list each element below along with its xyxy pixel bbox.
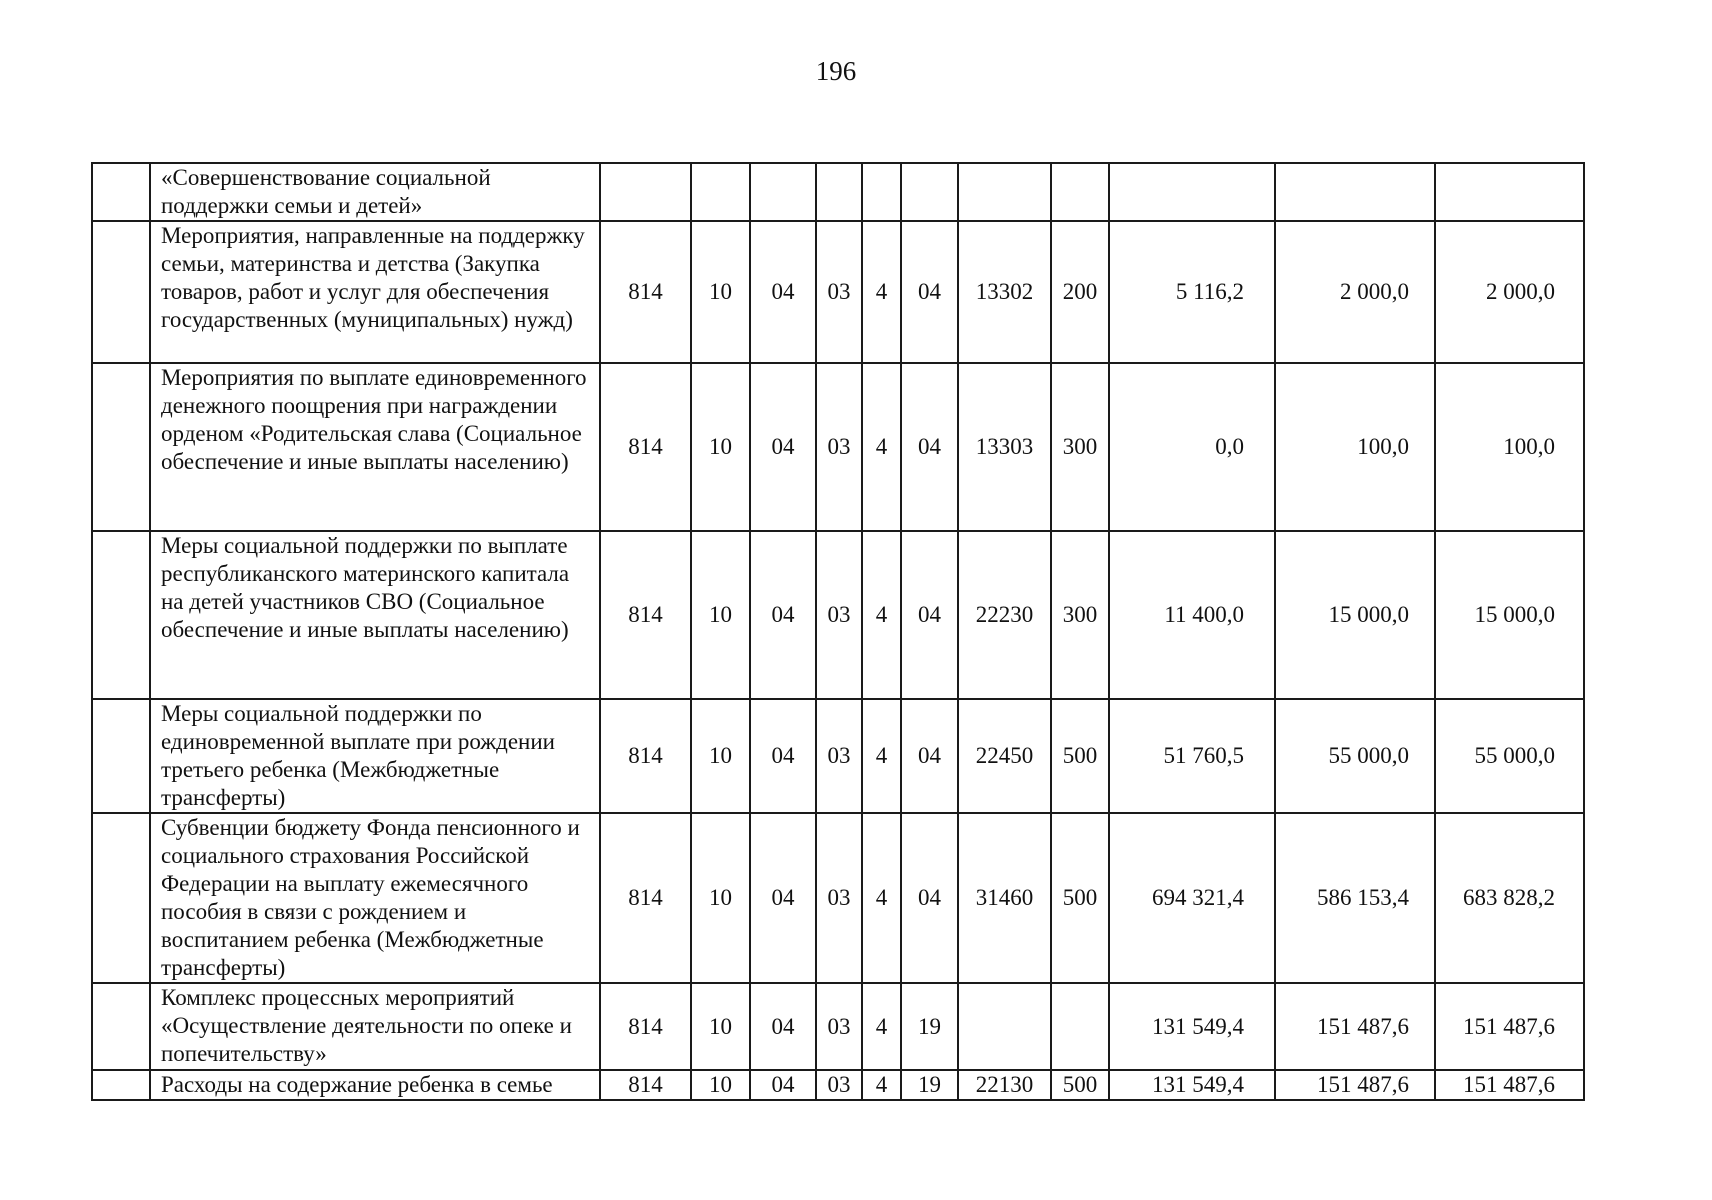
cell-c5: 4	[862, 221, 901, 363]
row-name: Мероприятия, направленные на поддержку семьи, материнства и детства (Закупка товаров, работ и услуг для обеспечения государственных (муниципальных) нужд)	[150, 221, 600, 363]
cell-c3: 04	[750, 531, 816, 699]
cell-c5	[862, 163, 901, 221]
cell-c3: 04	[750, 813, 816, 983]
blank-cell	[92, 699, 150, 813]
cell-v1: 51 760,5	[1109, 699, 1275, 813]
cell-v1: 11 400,0	[1109, 531, 1275, 699]
cell-c6: 19	[901, 1070, 958, 1100]
cell-v1: 694 321,4	[1109, 813, 1275, 983]
cell-c3: 04	[750, 1070, 816, 1100]
cell-c8: 500	[1051, 1070, 1109, 1100]
table-row	[92, 531, 1584, 699]
cell-v1: 0,0	[1109, 363, 1275, 531]
blank-cell	[92, 531, 150, 699]
cell-c1: 814	[600, 813, 691, 983]
row-name: Расходы на содержание ребенка в семье	[150, 1070, 600, 1100]
cell-c7: 22230	[958, 531, 1051, 699]
cell-v2: 2 000,0	[1275, 221, 1435, 363]
cell-v3: 100,0	[1435, 363, 1584, 531]
cell-c7: 13303	[958, 363, 1051, 531]
cell-c8: 300	[1051, 531, 1109, 699]
cell-v1: 5 116,2	[1109, 221, 1275, 363]
cell-c6	[901, 163, 958, 221]
table-row	[92, 983, 1584, 1070]
cell-c4: 03	[816, 983, 862, 1070]
cell-c4: 03	[816, 363, 862, 531]
cell-v2	[1275, 163, 1435, 221]
cell-c2: 10	[691, 1070, 750, 1100]
blank-cell	[92, 813, 150, 983]
cell-c7: 22450	[958, 699, 1051, 813]
table-row	[92, 221, 1584, 363]
cell-c4: 03	[816, 531, 862, 699]
cell-c5: 4	[862, 813, 901, 983]
cell-c5: 4	[862, 531, 901, 699]
cell-c8: 500	[1051, 813, 1109, 983]
cell-c4: 03	[816, 813, 862, 983]
row-name: «Совершенствование социальной поддержки семьи и детей»	[150, 163, 600, 221]
cell-c8: 200	[1051, 221, 1109, 363]
cell-c3: 04	[750, 363, 816, 531]
cell-c5: 4	[862, 1070, 901, 1100]
cell-v1	[1109, 163, 1275, 221]
cell-c8: 500	[1051, 699, 1109, 813]
cell-c5: 4	[862, 363, 901, 531]
cell-c8: 300	[1051, 363, 1109, 531]
cell-c6: 04	[901, 221, 958, 363]
cell-c4: 03	[816, 221, 862, 363]
table-row	[92, 1070, 1584, 1100]
table-row	[92, 699, 1584, 813]
cell-c6: 04	[901, 699, 958, 813]
cell-v3: 15 000,0	[1435, 531, 1584, 699]
cell-c2: 10	[691, 699, 750, 813]
cell-v2: 151 487,6	[1275, 983, 1435, 1070]
cell-c3	[750, 163, 816, 221]
blank-cell	[92, 163, 150, 221]
cell-c4: 03	[816, 699, 862, 813]
cell-c6: 04	[901, 363, 958, 531]
cell-c2: 10	[691, 363, 750, 531]
cell-c5: 4	[862, 983, 901, 1070]
cell-v2: 586 153,4	[1275, 813, 1435, 983]
cell-v3: 2 000,0	[1435, 221, 1584, 363]
cell-c1	[600, 163, 691, 221]
cell-c7	[958, 983, 1051, 1070]
cell-c1: 814	[600, 1070, 691, 1100]
cell-c2: 10	[691, 221, 750, 363]
row-name: Мероприятия по выплате единовременного денежного поощрения при награждении орденом «Родительская слава (Социальное обеспечение и иные выплаты населению)	[150, 363, 600, 531]
cell-v1: 131 549,4	[1109, 1070, 1275, 1100]
cell-c4: 03	[816, 1070, 862, 1100]
cell-c4	[816, 163, 862, 221]
cell-c3: 04	[750, 983, 816, 1070]
cell-v3: 151 487,6	[1435, 1070, 1584, 1100]
cell-c2	[691, 163, 750, 221]
cell-v2: 15 000,0	[1275, 531, 1435, 699]
cell-c7: 13302	[958, 221, 1051, 363]
row-name: Комплекс процессных мероприятий «Осуществление деятельности по опеке и попечительству»	[150, 983, 600, 1070]
cell-v2: 151 487,6	[1275, 1070, 1435, 1100]
cell-c8	[1051, 983, 1109, 1070]
blank-cell	[92, 1070, 150, 1100]
cell-c5: 4	[862, 699, 901, 813]
cell-c7: 31460	[958, 813, 1051, 983]
cell-v2: 100,0	[1275, 363, 1435, 531]
table-row	[92, 163, 1584, 221]
cell-c6: 04	[901, 531, 958, 699]
cell-c1: 814	[600, 699, 691, 813]
cell-c1: 814	[600, 221, 691, 363]
cell-c6: 04	[901, 813, 958, 983]
cell-c8	[1051, 163, 1109, 221]
page-number: 196	[815, 56, 857, 86]
row-name: Меры социальной поддержки по выплате республиканского материнского капитала на детей участников СВО (Социальное обеспечение и иные выплаты населению)	[150, 531, 600, 699]
cell-c7: 22130	[958, 1070, 1051, 1100]
row-name: Меры социальной поддержки по единовременной выплате при рождении третьего ребенка (Межбюджетные трансферты)	[150, 699, 600, 813]
cell-c1: 814	[600, 363, 691, 531]
cell-v3: 151 487,6	[1435, 983, 1584, 1070]
cell-v2: 55 000,0	[1275, 699, 1435, 813]
blank-cell	[92, 363, 150, 531]
table-row	[92, 363, 1584, 531]
cell-c2: 10	[691, 983, 750, 1070]
cell-c2: 10	[691, 531, 750, 699]
table-row	[92, 813, 1584, 983]
cell-c3: 04	[750, 221, 816, 363]
blank-cell	[92, 221, 150, 363]
row-name: Субвенции бюджету Фонда пенсионного и социального страхования Российской Федерации на выплату ежемесячного пособия в связи с рождением и воспитанием ребенка (Межбюджетные трансферты)	[150, 813, 600, 983]
cell-c1: 814	[600, 983, 691, 1070]
cell-c1: 814	[600, 531, 691, 699]
cell-v1: 131 549,4	[1109, 983, 1275, 1070]
cell-v3: 55 000,0	[1435, 699, 1584, 813]
cell-v3	[1435, 163, 1584, 221]
blank-cell	[92, 983, 150, 1070]
cell-c6: 19	[901, 983, 958, 1070]
budget-table	[91, 162, 1585, 1101]
cell-c2: 10	[691, 813, 750, 983]
cell-c7	[958, 163, 1051, 221]
cell-c3: 04	[750, 699, 816, 813]
cell-v3: 683 828,2	[1435, 813, 1584, 983]
